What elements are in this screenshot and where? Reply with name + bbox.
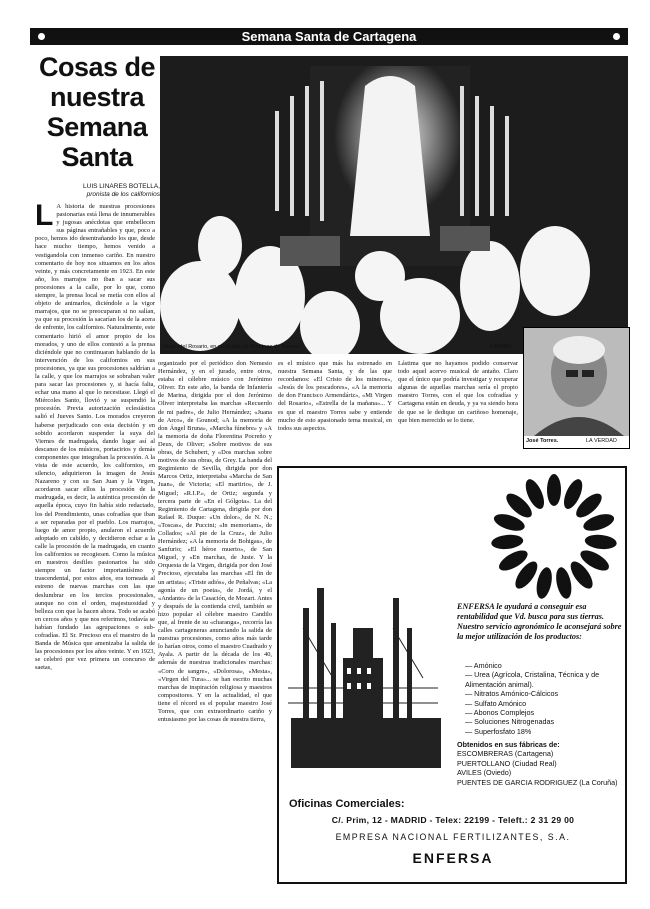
- column-3-text: es el músico que más ha estrenado en nuestra Semana Santa, y de las que recordamos: «El Cristo de los mineros», «Jesús de los pescadores», «A la memoria de don Francisco Armendáriz», «Mi Virgen del Rosario», «Estrella de la mañana»... Y es que el maestro Torres sabe y entiende mucho de esto apasionado tema musical, en todos sus aspectos.: [278, 360, 392, 432]
- author-title: pronista de los californios: [86, 191, 160, 198]
- product-item: — Urea (Agrícola, Cristalina, Técnica y de Alimentación animal).: [465, 670, 600, 689]
- factory-item: PUERTOLLANO (Ciudad Real): [457, 758, 557, 768]
- ad-intro: ENFERSA le ayudará a conseguir esa rentabilidad que Vd. busca para sus tierras. Nuestro servicio agronómico le aconsejará sobre la mejor utilización de los productos:: [457, 602, 622, 641]
- portrait-image: [524, 328, 629, 436]
- product-list: [457, 661, 622, 736]
- article-column-1: [35, 203, 155, 903]
- factories-title: Obtenidos en sus fábricas de:: [457, 740, 560, 749]
- product-item: — Soluciones Nitrogenadas: [465, 717, 555, 727]
- bullet-icon: [38, 33, 45, 40]
- factories-block: [457, 740, 622, 787]
- photo-caption: Virgen del Rosario, en su desfile de Domingo de Ramos.: [162, 344, 301, 350]
- byline: [48, 183, 160, 199]
- drop-cap: L: [35, 203, 54, 232]
- column-4-text: Lástima que no hayamos podido conservar todo aquel acervo musical de antaño. Claro que el único que podría investigar y recuperar algunas de aquellas marchas sería el propio maestro Torres, con el que los cofradías y Cartagena están en deuda, y ya va siendo hora de que se le dedique un cariñoso homenaje, que bien merecido se lo tiene.: [398, 360, 518, 424]
- enfersa-logo-icon: [489, 472, 619, 602]
- offices-title: Oficinas Comerciales:: [289, 798, 405, 810]
- section-title: Semana Santa de Cartagena: [241, 29, 417, 44]
- column-2-text: organizado por el periódico don Nemesio Hernández, y en el jurado, entre otros, estaba el célebre músico con Jerónimo Oliver. En este año, la banda de Infantería de Marina, dirigida por el don Jerónimo Oliver interpretaba las marchas «Recuerdo de mi padre», de Julio Hernández; «Juana de Arco», de Gounod; «A la memoria de don Ángel Bruna», «Marcha fúnebre» y «A la memoria de doña Florentina Pocreño y Deux, de Oliver; «Sobre motivos de sus obras, de Schubert, y «Dos marchas sobre motivos de sus obras, de Grey. La banda del Regimiento de Sevilla, dirigida por don Marcos Ortiz, interpretaba «Marcha de San Juan», de Victoria; «El martirio», de J. Miguel; «R.I.P.», de Ortiz; segunda y tercera parte de «En el Gólgota». La del Regimiento de Cartagena, dirigida por don Rafael R. Duque: «Un dolor», de N. N.; «Toscas», de Puccini; «In memoriam», de Collados; «Al pie de la Cruz», de Julio Hernández; «A la memoria de Bohigas», de Sanfurio; «El héroe muerto», de San Miguel, y «En marchas, de Juste. Y la Orquesta de la Virgen, dirigida por don José Precioso, ejecutaba las marchas «El fin de un artista»; «Triste adiós», de Peñalvas; «La agonía de un poeta», de Jordá, y el «Andante» de la Casación, de Mozart. Antes y después de la contienda civil, también se hizo popular el célebre maestro Candilo que, al frente de su «charanga», recorría las calles cartageneras anunciando la salida de nuestras procesiones, como años más tarde lo harían otros, como el maestro Cuadrado y Ayala. A partir de la década de los 40, además de nuestras tradicionales marchas: «Coro de sangre», «Dolorosa», «Mesta», «Virgen del Tura»... se han escrito muchas marchas de inspiración religiosa y maestros compositores. Y en la actualidad, el que tiene el récord es el popular maestro José Torres, que con extraordinario cariño y entusiasmo por las cosas de nuestra tierra,: [158, 360, 272, 724]
- product-item: — Superfosfato 18%: [465, 726, 532, 736]
- portrait-caption: José Torres.: [526, 438, 559, 444]
- portrait-credit: LA VERDAD: [586, 438, 617, 444]
- article-column-4: [398, 360, 518, 460]
- article-column-2: [158, 360, 272, 905]
- brand-name: ENFERSA: [412, 850, 494, 866]
- factory-illustration: [283, 568, 443, 788]
- product-item: — Nitratos Amónico-Cálcicos: [465, 689, 559, 699]
- enfersa-advertisement: [277, 466, 627, 884]
- factory-item: AVILES (Oviedo): [457, 768, 512, 778]
- bullet-icon: [613, 33, 620, 40]
- portrait-photo: [523, 327, 630, 449]
- product-item: — Abonos Complejos: [465, 708, 535, 718]
- article-column-3: [278, 360, 392, 460]
- factory-item: ESCOMBRERAS (Cartagena): [457, 749, 554, 759]
- product-item: — Amónico: [465, 661, 502, 670]
- procession-photo: [160, 56, 628, 354]
- section-header-bar: [30, 28, 628, 45]
- photo-credit: DAMIAN: [490, 344, 512, 350]
- product-item: — Sulfato Amónico: [465, 698, 527, 708]
- article-headline: Cosas de nuestra Semana Santa: [38, 52, 156, 172]
- procession-image: [160, 56, 628, 354]
- author-name: LUIS LINARES BOTELLA,: [83, 183, 160, 190]
- office-address: C/. Prim, 12 - MADRID - Telex: 22199 - Teleft.: 2 31 29 00: [331, 815, 575, 825]
- column-1-text: A historia de nuestras procesiones pasionarias está llena de innumerables y jugosas anécdotas que embellecen sus páginas entrañables y que, poco a poco, hemos ido desentrañando los que, desde hace mucho tiempo, hemos venido a vestigandola con inmenso cariño. En nuestro comentario de hoy nos situamos en los años veinte, y más concretamente en 1923. En este año, los marrajos no iban a sacar sus procesiones a la calle, por lo que, como siempre, la prensa local se metía con ellos al objeto de animarlos, diciéndole a la vigor marrajos, que no se preocuparan si no salían, ya que su procesión la sacarían los de la acera de enfrente, los californios. Naturalmente, este comentario hirió el amor propio de los morados, y uno de ellos contestó a la prensa diciéndole que no continuaran hablando de la intervención de los californios en sus procesiones, ya que sus procesiones saldrían a la calle, y que los marrajos se sobraban valer para sacar las procesiones y, si hacía falta, echar una mano al que lo necesitase. Llegó el Miércoles Santo, llovió y se suspendió la procesión. Previa autorización eclesiástica salió el Jueves Santo. Los morados creyeron haberse perjudicado con esta decisión y en sobido acordaron suspender la suya del Viernes de madrugada, dando lugar así al descanso de los músicos, portacirios y demás componentes que integraban la procesión. A la vista de este acuerdo, los californios, en silencio, adquirieron la imagen de Jesús Nazareno y con su San Juan y la Virgen, acordaron sacar ellos la procesión de la madrugada, es decir, la auténtica procesión de aquella época, cuyo fin había sido redactado, los del Prendimiento, unas cofradías que iban a ser reparadas por el pueblo. Los marrajos, luego de amor propio, anularon el acuerdo adoptado en cabildo, y decidieron echar a la calle la procesión de la madrugada, en cuanto los californios se recogiesen. Como la música en nuestros desfiles pasionarios ha sido siempre un factor importantísimo y trascendental, por estos años, era torneada al estreno de nuevas marchas con las que deslumbrar en los tercios procesionales, aunque no con el orden, majestuosidad y belleza con que la hacen ahora. Todo se acabó en cercos años y que nos referimos, todavía se habían fundado las agrupaciones o sub-cofradías. El Sr. Precioso era el maestro de la Banda de Música que amenizaba la salida de las procesiones por los años veinte. Y en 1923, se celebró por vez primera un concurso de saetas,: [35, 203, 155, 672]
- company-name: EMPRESA NACIONAL FERTILIZANTES, S.A.: [335, 832, 571, 842]
- factory-item: PUENTES DE GARCIA RODRIGUEZ (La Coruña): [457, 777, 618, 787]
